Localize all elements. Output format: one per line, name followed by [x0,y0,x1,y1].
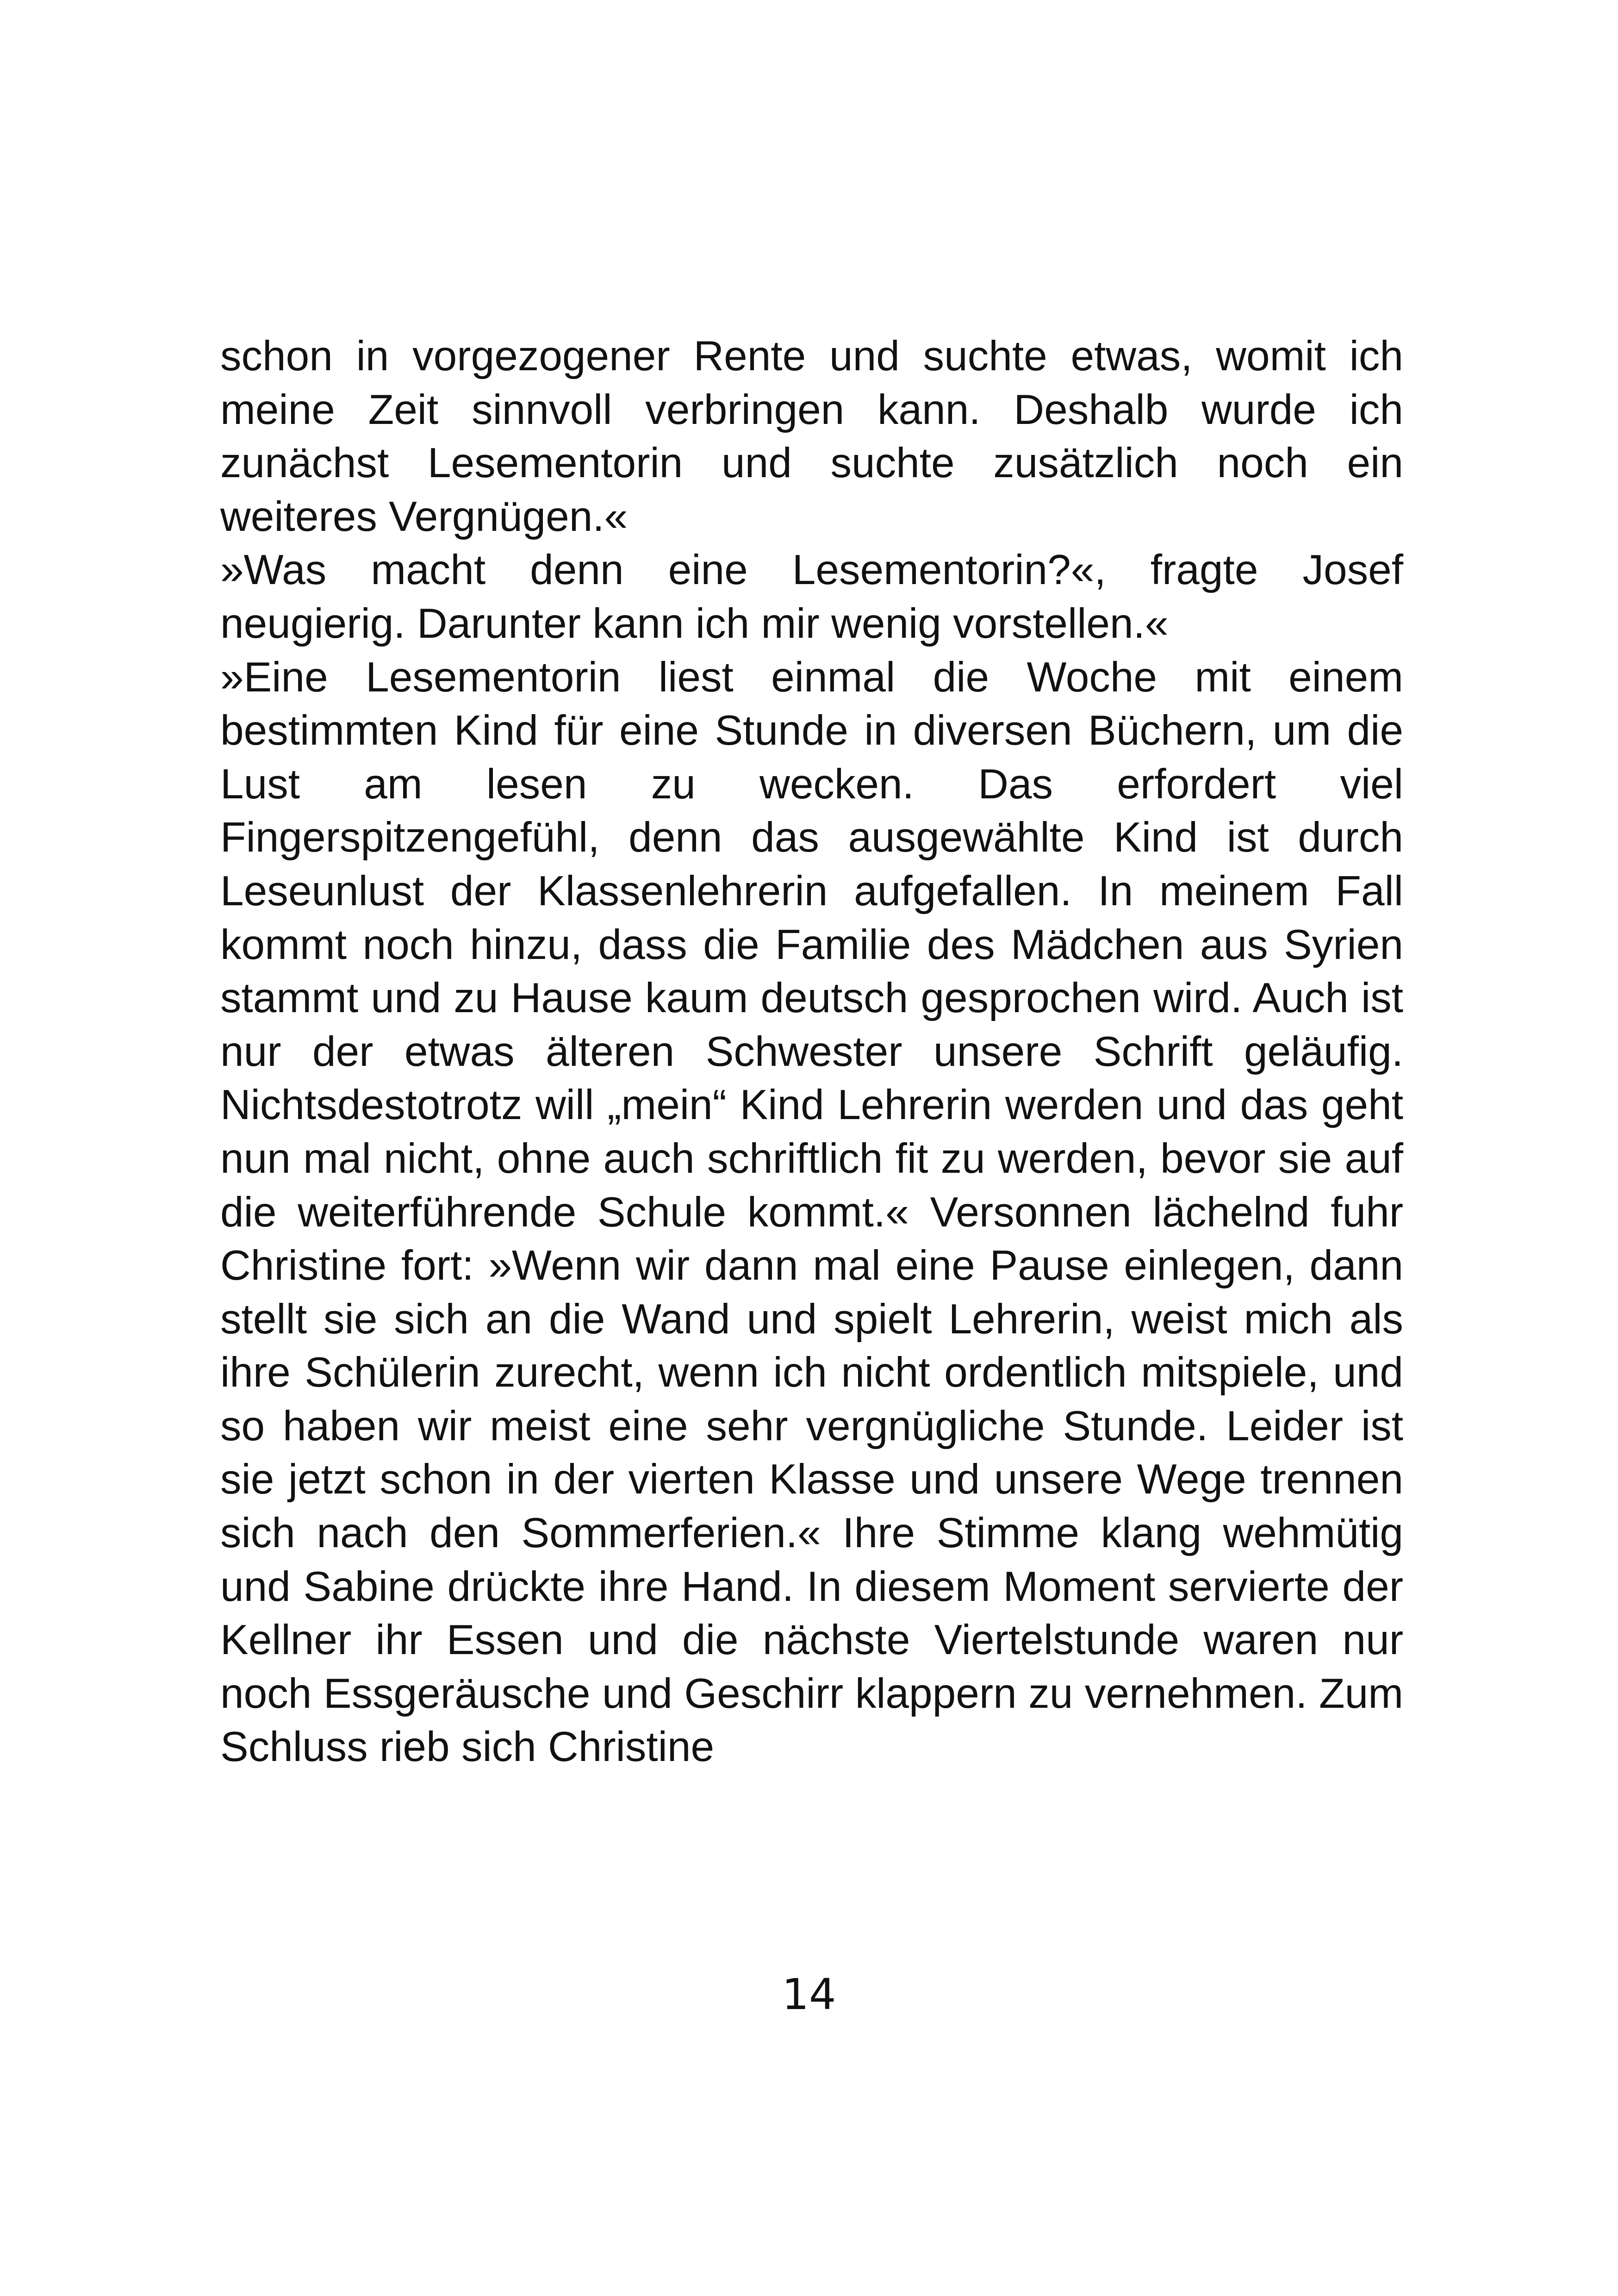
page-number: 14 [782,1970,836,2019]
paragraph-2: »Was macht denn eine Lesementorin?«, fragte Josef neugierig. Darunter kann ich mir wenig vorstellen.« [220,547,1403,647]
paragraph-3: »Eine Lesementorin liest einmal die Woche mit einem bestimmten Kind für eine Stunde in diversen Büchern, um die Lust am lesen zu wecken. Das erfordert viel Fingerspitzengefühl, denn das ausgewählte Kind ist durch Leseunlust der Klassenlehrerin aufgefallen. In meinem Fall kommt noch hinzu, dass die Familie des Mädchen aus Syrien stammt und zu Hause kaum deutsch gesprochen wird. Auch ist nur der etwas älteren Schwester unsere Schrift geläufig. Nichtsdestotrotz will „mein“ Kind Lehrerin werden und das geht nun mal nicht, ohne auch schriftlich fit zu werden, bevor sie auf die weiterführende Schule kommt.« Versonnen lächelnd fuhr Christine fort: »Wenn wir dann mal eine Pause einlegen, dann stellt sie sich an die Wand und spielt Lehrerin, weist mich als ihre Schülerin zurecht, wenn ich nicht ordentlich mitspiele, und so haben wir meist eine sehr vergnügliche Stunde. Leider ist sie jetzt schon in der vierten Klasse und unsere Wege trennen sich nach den Sommerferien.« Ihre Stimme klang wehmütig und Sabine drückte ihre Hand. In diesem Moment servierte der Kellner ihr Essen und die nächste Viertelstunde waren nur noch Essgeräusche und Geschirr klappern zu vernehmen. Zum Schluss rieb sich Christine [220,653,1403,1771]
body-text [220,330,1403,1774]
paragraph-1: schon in vorgezogener Rente und suchte etwas, womit ich meine Zeit sinnvoll verbringen kann. Deshalb wurde ich zunächst Lesementorin und suchte zusätzlich noch ein weiteres Vergnügen.« [220,333,1403,540]
